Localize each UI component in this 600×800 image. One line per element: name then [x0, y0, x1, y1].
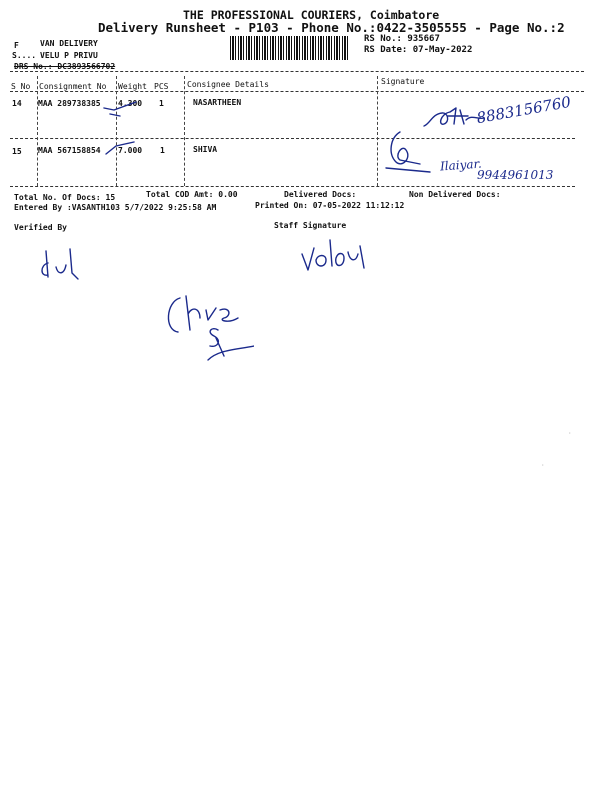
printed-on: Printed On: 07-05-2022 11:12:12 [255, 201, 405, 210]
rule-top [10, 71, 584, 72]
entered-by: Entered By :VASANTH103 5/7/2022 9:25:58 AM [14, 203, 217, 212]
total-docs: Total No. Of Docs: 15 [14, 193, 116, 202]
received-signature [158, 290, 254, 374]
col-header-signature: Signature [381, 77, 425, 86]
barcode [230, 36, 350, 60]
row15-phone: 9944961013 [477, 168, 554, 182]
drs-number: DRS No.: DC3893566702 [14, 62, 116, 71]
verifier-signature [36, 243, 88, 287]
row14-tick-mark [100, 99, 143, 120]
rs-number: RS No.: 935667 [364, 34, 440, 44]
row15-consignee: SHIVA [193, 145, 218, 154]
row15-note: Ilaiyar. [439, 156, 483, 174]
col-header-sno: S No [11, 82, 31, 91]
scan-speck: · [541, 462, 545, 469]
row14-weight: 4.300 [118, 99, 143, 108]
row14-consignment: MAA 289738385 [38, 99, 101, 108]
staff-signature-label: Staff Signature [274, 221, 347, 230]
rule-table-bottom [10, 186, 575, 187]
staff-signature [298, 232, 368, 276]
row14-phone: 8883156760 [475, 92, 573, 128]
col-divider-3 [184, 76, 185, 186]
rule-row-divider [10, 138, 575, 139]
meta-prefix-2: S.... [12, 51, 37, 60]
col-header-consignee: Consignee Details [187, 80, 269, 89]
col-header-consignment: Consignment No [39, 82, 107, 91]
delivery-type: VAN DELIVERY [40, 39, 98, 48]
row15-weight: 7.000 [118, 146, 143, 155]
row14-pcs: 1 [159, 99, 164, 108]
meta-prefix-1: F [14, 41, 19, 50]
col-header-pcs: PCS [154, 82, 169, 91]
col-divider-2 [116, 76, 117, 186]
row15-sno: 15 [12, 147, 22, 156]
row15-pcs: 1 [160, 146, 165, 155]
non-delivered-docs: Non Delivered Docs: [409, 190, 501, 199]
scan-speck: · [568, 430, 572, 437]
row15-signature [378, 128, 438, 176]
row14-consignee: NASARTHEEN [193, 98, 242, 107]
company-title: THE PROFESSIONAL COURIERS, Coimbatore [183, 8, 440, 22]
rs-date: RS Date: 07-May-2022 [364, 45, 473, 55]
delivered-docs: Delivered Docs: [284, 190, 357, 199]
verified-by-label: Verified By [14, 223, 67, 232]
runsheet-title: Delivery Runsheet - P103 - Phone No.:0422-3505555 - Page No.:2 [98, 20, 565, 35]
row14-sno: 14 [12, 99, 22, 108]
rule-header-bottom [10, 91, 584, 92]
col-divider-1 [37, 76, 38, 186]
staff-name: VELU P PRIVU [40, 51, 98, 60]
total-cod: Total COD Amt: 0.00 [146, 190, 238, 199]
col-header-weight: Weight [118, 82, 147, 91]
row15-consignment: MAA 567158854 [38, 146, 101, 155]
row15-tick-mark [100, 140, 143, 160]
